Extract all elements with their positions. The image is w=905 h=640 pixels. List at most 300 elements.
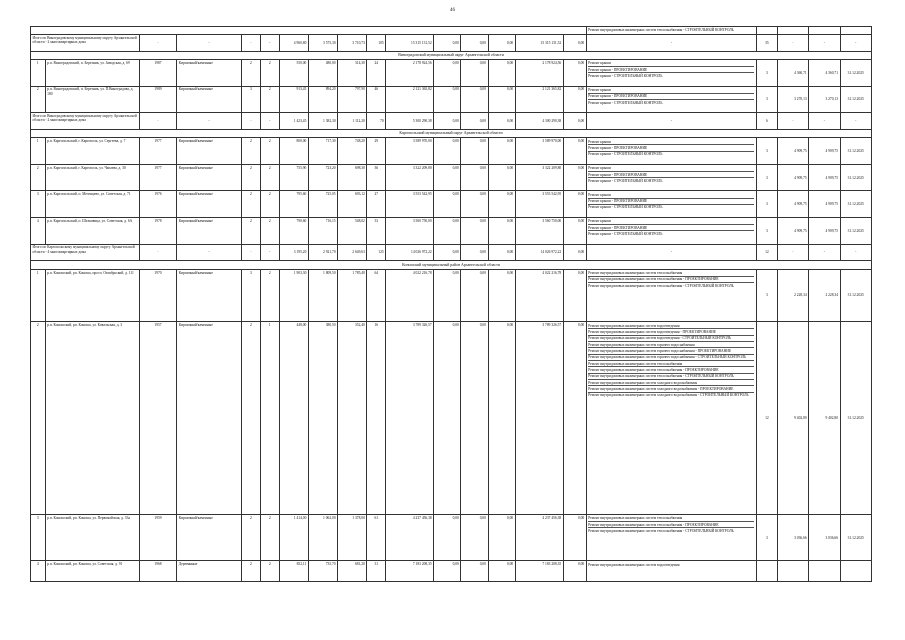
row-number: 2 bbox=[31, 164, 46, 191]
total-people: 125 bbox=[367, 244, 386, 261]
work-item: Ремонт внутридомовых инженерных систем теплоснабжения - ПРОЕКТИРОВАНИЕ bbox=[588, 522, 754, 528]
total-cost: 4 022 216,78 bbox=[386, 269, 434, 322]
address: р.п. Коношский, рп. Коноша, ул. Первомайская, д. 33а bbox=[45, 514, 139, 561]
area-a1: 790,60 bbox=[279, 218, 308, 245]
address: р.п. Виноградовский, п. Березник, ул. П.Виноградова, д. 180 bbox=[45, 86, 139, 113]
address: р.п. Коношский, рп. Коноша, просп. Октябрьский, д. 111 bbox=[45, 269, 139, 322]
total-c2: 0,00 bbox=[461, 34, 488, 51]
row-number: 1 bbox=[31, 269, 46, 322]
owners-funds: 4 022 216,78 bbox=[515, 269, 563, 322]
floors: 3 bbox=[242, 86, 261, 113]
fund-c1: 0,00 bbox=[434, 561, 461, 582]
total-u2: - bbox=[809, 113, 840, 130]
wall-material: Кирпичный/каменные bbox=[177, 218, 242, 245]
total-people: 105 bbox=[367, 34, 386, 51]
area-a1: 550,00 bbox=[279, 59, 308, 86]
deadline: 31.12.2025 bbox=[840, 86, 871, 113]
work-item: Ремонт крыши bbox=[588, 166, 754, 172]
fund-c3: 0,00 bbox=[488, 269, 515, 322]
house-row bbox=[31, 514, 872, 561]
wall-material: Кирпичный/каменные bbox=[177, 322, 242, 515]
work-item: Ремонт внутридомовых инженерных систем водоотведения - ПРОЕКТИРОВАНИЕ bbox=[588, 329, 754, 335]
deadline: 31.12.2025 bbox=[840, 138, 871, 165]
wall-material: Кирпичный/каменные bbox=[177, 59, 242, 86]
total-own: 4 300 290,38 bbox=[515, 113, 563, 130]
empty-cell bbox=[777, 27, 808, 35]
work-item: Ремонт внутридомовых инженерных систем холодного водоснабжения bbox=[588, 380, 754, 386]
work-item: Ремонт внутридомовых инженерных систем теплоснабжения - СТРОИТЕЛЬНЫЙ КОНТРОЛЬ bbox=[588, 28, 734, 33]
wall-material: Деревянные bbox=[177, 561, 242, 582]
owners-funds: 7 183 208,35 bbox=[515, 561, 563, 582]
residents: 27 bbox=[367, 191, 386, 218]
residents: 36 bbox=[367, 164, 386, 191]
residents: 61 bbox=[367, 514, 386, 561]
address: р.п. Коношский, рп. Коноша, ул. Ковальская, д. 3 bbox=[45, 322, 139, 515]
work-list bbox=[586, 59, 756, 86]
entrances: 2 bbox=[260, 164, 279, 191]
entrances: 2 bbox=[260, 561, 279, 582]
total-cost: 3 589 970,00 bbox=[386, 138, 434, 165]
unit-cost-2: 2 228,34 bbox=[809, 269, 840, 322]
work-item: Ремонт внутридомовых инженерных систем теплоснабжения - СТРОИТЕЛЬНЫЙ КОНТРОЛЬ bbox=[588, 374, 754, 380]
owners-funds: 2 121 365,82 bbox=[515, 86, 563, 113]
fund-c2: 0,00 bbox=[461, 322, 488, 515]
total-c4: 0,00 bbox=[563, 34, 586, 51]
total-c1: 0,00 bbox=[434, 244, 461, 261]
fund-c2: 0,00 bbox=[461, 514, 488, 561]
area-a2: 725,05 bbox=[308, 191, 337, 218]
deadline: 31.12.2025 bbox=[840, 59, 871, 86]
work-count: 3 bbox=[756, 86, 777, 113]
entrances: 2 bbox=[260, 191, 279, 218]
work-list bbox=[586, 269, 756, 322]
work-item: Ремонт внутридомовых инженерных систем теплоснабжения bbox=[588, 516, 754, 522]
fund-c4: 0,00 bbox=[563, 86, 586, 113]
residents: 46 bbox=[367, 86, 386, 113]
total-label: Итого по Каргопольскому муниципальному округу Архангельской области - 4 многоквартирных дома bbox=[31, 244, 140, 261]
fund-c3: 0,00 bbox=[488, 218, 515, 245]
wall-material: Кирпичный/каменные bbox=[177, 191, 242, 218]
total-cost: 5 300 290,38 bbox=[386, 113, 434, 130]
section-row bbox=[31, 129, 872, 137]
entrances: 2 bbox=[260, 514, 279, 561]
house-row bbox=[31, 86, 872, 113]
unit-cost-1: 2 228,34 bbox=[777, 269, 808, 322]
total-u1: - bbox=[777, 113, 808, 130]
floors: 2 bbox=[242, 138, 261, 165]
section-heading: Виноградовский муниципальный округ Архангельской области bbox=[31, 51, 872, 59]
total-dash: - bbox=[177, 113, 242, 130]
work-count: 3 bbox=[756, 138, 777, 165]
fund-c4: 0,00 bbox=[563, 138, 586, 165]
total-cost: 3 789 326,57 bbox=[386, 322, 434, 515]
unit-cost-1: 4 909,75 bbox=[777, 218, 808, 245]
fund-c2: 0,00 bbox=[461, 138, 488, 165]
fund-c3: 0,00 bbox=[488, 514, 515, 561]
area-a1: 1 903,30 bbox=[279, 269, 308, 322]
total-u2: - bbox=[809, 34, 840, 51]
total-cost: 2 178 924,56 bbox=[386, 59, 434, 86]
work-item: Ремонт крыши - СТРОИТЕЛЬНЫЙ КОНТРОЛЬ bbox=[588, 205, 663, 210]
owners-funds: 3 553 542,95 bbox=[515, 191, 563, 218]
work-list bbox=[586, 322, 756, 515]
unit-cost-2: 3 270,13 bbox=[809, 86, 840, 113]
fund-c4: 0,00 bbox=[563, 59, 586, 86]
build-year: 1989 bbox=[139, 86, 177, 113]
work-item: Ремонт крыши - СТРОИТЕЛЬНЫЙ КОНТРОЛЬ bbox=[588, 232, 663, 237]
work-item: Ремонт крыши - СТРОИТЕЛЬНЫЙ КОНТРОЛЬ bbox=[588, 100, 663, 105]
work-item: Ремонт внутридомовых инженерных систем холодного водоснабжения - ПРОЕКТИРОВАНИЕ bbox=[588, 386, 754, 392]
fund-c1: 0,00 bbox=[434, 59, 461, 86]
total-dash: - bbox=[177, 244, 242, 261]
section-row bbox=[31, 51, 872, 59]
work-item: Ремонт крыши bbox=[588, 219, 754, 225]
work-count: 3 bbox=[756, 59, 777, 86]
area-a1: 755,90 bbox=[279, 164, 308, 191]
total-area1: 4 960,80 bbox=[279, 34, 308, 51]
area-a1: 913,45 bbox=[279, 86, 308, 113]
area-a1: 448,00 bbox=[279, 322, 308, 515]
total-dash: - bbox=[242, 113, 261, 130]
build-year: 1968 bbox=[139, 561, 177, 582]
fund-c2: 0,00 bbox=[461, 191, 488, 218]
total-c2: 0,00 bbox=[461, 244, 488, 261]
fund-c3: 0,00 bbox=[488, 86, 515, 113]
unit-cost-1: 4 360,71 bbox=[777, 59, 808, 86]
fund-c1: 0,00 bbox=[434, 269, 461, 322]
total-count: 12 bbox=[756, 244, 777, 261]
unit-cost-1: 4 909,75 bbox=[777, 191, 808, 218]
work-item: Ремонт внутридомовых инженерных систем холодного водоснабжения - СТРОИТЕЛЬНЫЙ КОНТРОЛЬ bbox=[588, 393, 749, 398]
fund-c1: 0,00 bbox=[434, 86, 461, 113]
owners-funds: 3 560 750,00 bbox=[515, 218, 563, 245]
house-row bbox=[31, 164, 872, 191]
area-a3: 1 378,00 bbox=[338, 514, 367, 561]
total-own: 15 315 131,52 bbox=[515, 34, 563, 51]
total-c3: 0,00 bbox=[488, 34, 515, 51]
work-item: Ремонт внутридомовых инженерных систем теплоснабжения bbox=[588, 271, 754, 277]
address: р.п. Каргопольский, г. Каргополь, ул. Чапаева, д. 30 bbox=[45, 164, 139, 191]
residents: 33 bbox=[367, 218, 386, 245]
owners-funds: 3 589 970,00 bbox=[515, 138, 563, 165]
address: р.п. Каргопольский, п. Шелковица, ул. Советская, д. 6А bbox=[45, 218, 139, 245]
total-cost: 15 315 131,52 bbox=[386, 34, 434, 51]
work-count: 3 bbox=[756, 269, 777, 322]
fund-c3: 0,00 bbox=[488, 164, 515, 191]
total-row bbox=[31, 113, 872, 130]
wall-material: Кирпичный/каменные bbox=[177, 514, 242, 561]
unit-cost-2: 4 909,75 bbox=[809, 218, 840, 245]
entrances: 2 bbox=[260, 218, 279, 245]
owners-funds: 3 789 326,57 bbox=[515, 322, 563, 515]
work-item: Ремонт крыши - ПРОЕКТИРОВАНИЕ bbox=[588, 94, 754, 100]
residents: 29 bbox=[367, 138, 386, 165]
fund-c4: 0,00 bbox=[563, 322, 586, 515]
work-item: Ремонт крыши - СТРОИТЕЛЬНЫЙ КОНТРОЛЬ bbox=[588, 74, 663, 78]
empty-cell bbox=[809, 27, 840, 35]
area-a2: 1 062,00 bbox=[308, 514, 337, 561]
fund-c1: 0,00 bbox=[434, 191, 461, 218]
area-a3: 681,20 bbox=[338, 561, 367, 582]
work-item: Ремонт крыши bbox=[588, 139, 754, 145]
work-item: Ремонт внутридомовых инженерных систем горячего водоснабжения bbox=[588, 342, 754, 348]
row-number: 3 bbox=[31, 514, 46, 561]
fund-c2: 0,00 bbox=[461, 164, 488, 191]
total-dash: - bbox=[260, 244, 279, 261]
work-item: Ремонт крыши bbox=[588, 87, 754, 93]
total-dash: - bbox=[242, 34, 261, 51]
total-c4: 0,00 bbox=[563, 113, 586, 130]
residents: 16 bbox=[367, 322, 386, 515]
deadline: 31.12.2025 bbox=[840, 514, 871, 561]
wall-material: Кирпичный/каменные bbox=[177, 138, 242, 165]
house-row bbox=[31, 138, 872, 165]
build-year: 1976 bbox=[139, 191, 177, 218]
fund-c3: 0,00 bbox=[488, 322, 515, 515]
work-list bbox=[586, 561, 756, 582]
entrances: 2 bbox=[260, 86, 279, 113]
owners-funds: 3 322 209,80 bbox=[515, 164, 563, 191]
total-area2: 3 575,30 bbox=[308, 34, 337, 51]
total-area3: 1 112,20 bbox=[338, 113, 367, 130]
area-a3: 748,20 bbox=[338, 138, 367, 165]
work-list bbox=[586, 218, 756, 245]
fund-c3: 0,00 bbox=[488, 191, 515, 218]
row-number: 1 bbox=[31, 138, 46, 165]
deadline: 31.12.2025 bbox=[840, 322, 871, 515]
area-a2: 717,30 bbox=[308, 138, 337, 165]
address: р.п. Каргопольский, п. Мезенцево, ул. Советская, д. 71 bbox=[45, 191, 139, 218]
address: р.п. Коношский, рп. Коноша, ул. Советская, д. 91 bbox=[45, 561, 139, 582]
fund-c4: 0,00 bbox=[563, 514, 586, 561]
total-area1: 3 195,20 bbox=[279, 244, 308, 261]
work-item: Ремонт внутридомовых инженерных систем теплоснабжения bbox=[588, 361, 754, 367]
unit-cost-1: 4 909,75 bbox=[777, 138, 808, 165]
total-dash: - bbox=[177, 34, 242, 51]
fund-c4: 0,00 bbox=[563, 561, 586, 582]
area-a3: 1 785,40 bbox=[338, 269, 367, 322]
total-cost: 3 322 209,80 bbox=[386, 164, 434, 191]
area-a2: 480,00 bbox=[308, 59, 337, 86]
area-a3: 314,30 bbox=[338, 59, 367, 86]
entrances: 2 bbox=[260, 138, 279, 165]
area-a3: 693,12 bbox=[338, 191, 367, 218]
deadline: 31.12.2025 bbox=[840, 269, 871, 322]
total-cost: 2 121 365,82 bbox=[386, 86, 434, 113]
total-area2: 2 921,70 bbox=[308, 244, 337, 261]
owners-funds: 2 178 924,56 bbox=[515, 59, 563, 86]
area-a1: 795,60 bbox=[279, 191, 308, 218]
area-a1: 800,00 bbox=[279, 138, 308, 165]
row-number: 2 bbox=[31, 322, 46, 515]
deadline bbox=[840, 561, 871, 582]
work-item: Ремонт внутридомовых инженерных систем теплоснабжения - ПРОЕКТИРОВАНИЕ bbox=[588, 367, 754, 373]
total-cost: 14 026 972,22 bbox=[386, 244, 434, 261]
total-cost: 4 237 456,38 bbox=[386, 514, 434, 561]
work-item: Ремонт внутридомовых инженерных систем теплоснабжения - СТРОИТЕЛЬНЫЙ КОНТРОЛЬ bbox=[588, 528, 734, 533]
empty-cell bbox=[31, 27, 587, 35]
unit-cost-1: 9 402,80 bbox=[777, 322, 808, 515]
unit-cost-2: 4 909,75 bbox=[809, 191, 840, 218]
total-cost: 3 560 750,00 bbox=[386, 218, 434, 245]
unit-cost-2 bbox=[809, 561, 840, 582]
build-year: 1977 bbox=[139, 164, 177, 191]
fund-c3: 0,00 bbox=[488, 138, 515, 165]
area-a3: 698,30 bbox=[338, 164, 367, 191]
fund-c1: 0,00 bbox=[434, 322, 461, 515]
total-c4: 0,00 bbox=[563, 244, 586, 261]
unit-cost-1: 4 909,75 bbox=[777, 164, 808, 191]
total-work: - bbox=[586, 113, 756, 130]
row-number: 1 bbox=[31, 59, 46, 86]
total-cost: 7 183 208,35 bbox=[386, 561, 434, 582]
house-row bbox=[31, 322, 872, 515]
total-cost: 3 553 542,95 bbox=[386, 191, 434, 218]
empty-cell bbox=[840, 27, 871, 35]
entrances: 1 bbox=[260, 322, 279, 515]
total-label: Итого по Виноградовскому муниципальному округу Архангельской области - 2 многоквартирных дома bbox=[31, 34, 140, 51]
work-item: Ремонт крыши bbox=[588, 61, 754, 67]
page-number: 46 bbox=[450, 8, 455, 13]
area-a3: 352,40 bbox=[338, 322, 367, 515]
build-year: 1978 bbox=[139, 218, 177, 245]
floors: 2 bbox=[242, 514, 261, 561]
section-row bbox=[31, 261, 872, 269]
total-own: 14 026 972,22 bbox=[515, 244, 563, 261]
area-a2: 735,70 bbox=[308, 561, 337, 582]
area-a3: 797,90 bbox=[338, 86, 367, 113]
total-c1: 0,00 bbox=[434, 113, 461, 130]
continuation-row bbox=[31, 27, 872, 35]
total-work: - bbox=[586, 244, 756, 261]
total-dash: - bbox=[260, 34, 279, 51]
area-a2: 894,20 bbox=[308, 86, 337, 113]
work-item: Ремонт крыши bbox=[588, 192, 754, 198]
floors: 2 bbox=[242, 191, 261, 218]
work-count: 3 bbox=[756, 514, 777, 561]
house-row bbox=[31, 269, 872, 322]
wall-material: Кирпичный/каменные bbox=[177, 86, 242, 113]
unit-cost-2: 3 036,66 bbox=[809, 514, 840, 561]
total-date: - bbox=[840, 113, 871, 130]
total-date: - bbox=[840, 244, 871, 261]
deadline: 31.12.2025 bbox=[840, 191, 871, 218]
fund-c2: 0,00 bbox=[461, 218, 488, 245]
unit-cost-2: 4 360,71 bbox=[809, 59, 840, 86]
empty-cell bbox=[756, 27, 777, 35]
house-row bbox=[31, 218, 872, 245]
unit-cost-1: 3 036,66 bbox=[777, 514, 808, 561]
work-item: Ремонт крыши - ПРОЕКТИРОВАНИЕ bbox=[588, 172, 754, 178]
section-heading: Коношский муниципальный район Архангельской области bbox=[31, 261, 872, 269]
fund-c4: 0,00 bbox=[563, 218, 586, 245]
build-year: 1970 bbox=[139, 269, 177, 322]
work-item: Ремонт внутридомовых инженерных систем водоотведения - СТРОИТЕЛЬНЫЙ КОНТРОЛЬ bbox=[588, 336, 754, 342]
total-c1: 0,00 bbox=[434, 34, 461, 51]
fund-c3: 0,00 bbox=[488, 59, 515, 86]
total-count: 6 bbox=[756, 113, 777, 130]
residents: 31 bbox=[367, 561, 386, 582]
house-row bbox=[31, 191, 872, 218]
wall-material: Кирпичный/каменные bbox=[177, 164, 242, 191]
work-item: Ремонт крыши - СТРОИТЕЛЬНЫЙ КОНТРОЛЬ bbox=[588, 152, 663, 157]
fund-c1: 0,00 bbox=[434, 514, 461, 561]
fund-c1: 0,00 bbox=[434, 218, 461, 245]
area-a2: 723,20 bbox=[308, 164, 337, 191]
total-date: - bbox=[840, 34, 871, 51]
total-area2: 1 382,30 bbox=[308, 113, 337, 130]
work-count: 3 bbox=[756, 218, 777, 245]
area-a3: 548,02 bbox=[338, 218, 367, 245]
work-item: Ремонт крыши - ПРОЕКТИРОВАНИЕ bbox=[588, 67, 754, 73]
unit-cost-1: 3 270,13 bbox=[777, 86, 808, 113]
row-number: 4 bbox=[31, 561, 46, 582]
fund-c2: 0,00 bbox=[461, 269, 488, 322]
build-year: 1957 bbox=[139, 322, 177, 515]
total-u1: - bbox=[777, 244, 808, 261]
total-count: 35 bbox=[756, 34, 777, 51]
total-label: Итого по Виноградовскому муниципальному округу Архангельской области - 2 многоквартирных дома bbox=[31, 113, 140, 130]
total-work: - bbox=[586, 34, 756, 51]
entrances: 2 bbox=[260, 269, 279, 322]
area-a2: 716,15 bbox=[308, 218, 337, 245]
total-dash: - bbox=[139, 244, 177, 261]
total-row bbox=[31, 34, 872, 51]
wall-material: Кирпичный/каменные bbox=[177, 269, 242, 322]
build-year: 1987 bbox=[139, 59, 177, 86]
fund-c4: 0,00 bbox=[563, 164, 586, 191]
residents: 64 bbox=[367, 269, 386, 322]
residents: 24 bbox=[367, 59, 386, 86]
floors: 2 bbox=[242, 322, 261, 515]
house-row bbox=[31, 561, 872, 582]
total-c2: 0,00 bbox=[461, 113, 488, 130]
floors: 2 bbox=[242, 59, 261, 86]
work-item: Ремонт крыши - ПРОЕКТИРОВАНИЕ bbox=[588, 225, 754, 231]
total-area1: 1 423,45 bbox=[279, 113, 308, 130]
work-list bbox=[586, 164, 756, 191]
capital-repair-table bbox=[30, 26, 872, 582]
deadline: 31.12.2025 bbox=[840, 218, 871, 245]
work-item: Ремонт внутридомовых инженерных систем теплоснабжения - ПРОЕКТИРОВАНИЕ bbox=[588, 277, 754, 283]
work-count: 3 bbox=[756, 164, 777, 191]
work-count bbox=[756, 561, 777, 582]
work-item: Ремонт внутридомовых инженерных систем водоотведения bbox=[588, 562, 680, 567]
total-people: 70 bbox=[367, 113, 386, 130]
area-a2: 380,50 bbox=[308, 322, 337, 515]
build-year: 1977 bbox=[139, 138, 177, 165]
fund-c4: 0,00 bbox=[563, 191, 586, 218]
fund-c3: 0,00 bbox=[488, 561, 515, 582]
unit-cost-2: 4 909,75 bbox=[809, 138, 840, 165]
deadline: 31.12.2025 bbox=[840, 164, 871, 191]
area-a1: 1 414,00 bbox=[279, 514, 308, 561]
work-count: 12 bbox=[756, 322, 777, 515]
entrances: 2 bbox=[260, 59, 279, 86]
work-count: 3 bbox=[756, 191, 777, 218]
area-a2: 1 809,50 bbox=[308, 269, 337, 322]
total-dash: - bbox=[139, 113, 177, 130]
fund-c1: 0,00 bbox=[434, 164, 461, 191]
total-dash: - bbox=[139, 34, 177, 51]
row-number: 3 bbox=[31, 191, 46, 218]
fund-c4: 0,00 bbox=[563, 269, 586, 322]
house-row bbox=[31, 59, 872, 86]
floors: 2 bbox=[242, 218, 261, 245]
total-u1: - bbox=[777, 34, 808, 51]
owners-funds: 4 237 456,38 bbox=[515, 514, 563, 561]
total-area3: 3 710,73 bbox=[338, 34, 367, 51]
